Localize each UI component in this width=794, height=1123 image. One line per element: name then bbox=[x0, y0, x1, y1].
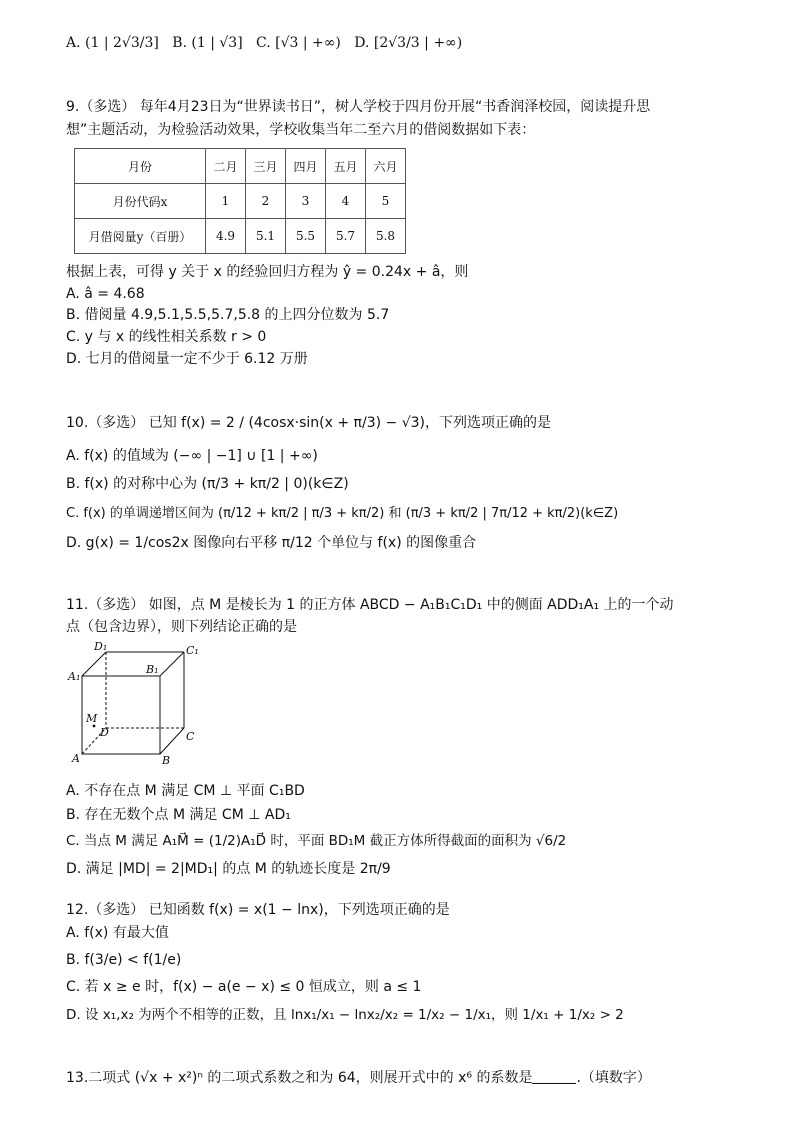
q9-option-d: D. 七月的借阅量一定不少于 6.12 万册 bbox=[66, 351, 308, 367]
q11-stem-line1: 11.（多选） 如图，点 M 是棱长为 1 的正方体 ABCD − A₁B₁C₁D₁ 中的侧面 ADD₁A₁ 上的一个动 bbox=[66, 597, 674, 613]
q8-option-a: A. (1 | 2√3/3] bbox=[66, 35, 159, 51]
label-d: D bbox=[100, 726, 109, 739]
q10-option-a: A. f(x) 的值域为 (−∞ | −1] ∪ [1 | +∞) bbox=[66, 448, 318, 464]
label-m: M bbox=[86, 712, 98, 725]
q12-option-a: A. f(x) 有最大值 bbox=[66, 925, 169, 941]
q9-data-table bbox=[74, 148, 406, 254]
label-d1: D₁ bbox=[94, 640, 108, 653]
q11-option-a: A. 不存在点 M 满足 CM ⊥ 平面 C₁BD bbox=[66, 783, 305, 799]
q9-option-c: C. y 与 x 的线性相关系数 r > 0 bbox=[66, 329, 267, 345]
q8-options bbox=[66, 33, 754, 54]
label-b: B bbox=[162, 754, 171, 767]
table-cell: 4 bbox=[326, 184, 366, 219]
table-cell: 月份代码x bbox=[75, 184, 206, 219]
table-cell: 三月 bbox=[246, 149, 286, 184]
cube-figure bbox=[66, 640, 206, 770]
q9-stem-line2: 想”主题活动，为检验活动效果，学校收集当年二至六月的借阅数据如下表： bbox=[66, 122, 536, 138]
q13-question bbox=[66, 1068, 754, 1089]
table-cell: 六月 bbox=[366, 149, 406, 184]
q9-after-text: 根据上表，可得 y 关于 x 的经验回归方程为 ŷ = 0.24x + â，则 bbox=[66, 264, 469, 280]
table-cell: 1 bbox=[206, 184, 246, 219]
table-cell: 5.7 bbox=[326, 219, 366, 254]
q13-stem-end: .（填数字） bbox=[576, 1070, 651, 1086]
table-cell: 二月 bbox=[206, 149, 246, 184]
table-cell: 3 bbox=[286, 184, 326, 219]
table-row bbox=[75, 149, 406, 184]
answer-blank[interactable] bbox=[532, 1069, 576, 1084]
q12-option-c: C. 若 x ≥ e 时，f(x) − a(e − x) ≤ 0 恒成立，则 a ≤ 1 bbox=[66, 979, 422, 995]
table-cell: 5.5 bbox=[286, 219, 326, 254]
q11-option-c: C. 当点 M 满足 A₁M⃗ = (1/2)A₁D⃗ 时，平面 BD₁M 截正方体所得截面的面积为 √6/2 bbox=[66, 833, 567, 849]
q12-option-b: B. f(3/e) < f(1/e) bbox=[66, 952, 182, 968]
q10-option-d: D. g(x) = 1/cos2x 图像向右平移 π/12 个单位与 f(x) 的图像重合 bbox=[66, 535, 477, 551]
table-cell: 2 bbox=[246, 184, 286, 219]
q9-option-b: B. 借阅量 4.9,5.1,5.5,5.7,5.8 的上四分位数为 5.7 bbox=[66, 307, 390, 323]
table-cell: 四月 bbox=[286, 149, 326, 184]
label-a1: A₁ bbox=[68, 670, 81, 683]
q8-option-b: B. (1 | √3] bbox=[172, 35, 243, 51]
label-c: C bbox=[186, 730, 195, 743]
q11-stem-line2: 点（包含边界），则下列结论正确的是 bbox=[66, 619, 297, 635]
q11-option-d: D. 满足 |MD| = 2|MD₁| 的点 M 的轨迹长度是 2π/9 bbox=[66, 861, 391, 877]
q13-stem: 13.二项式 (√x + x²)ⁿ 的二项式系数之和为 64，则展开式中的 x⁶ 的系数是 bbox=[66, 1070, 533, 1086]
q10-stem: 10.（多选） 已知 f(x) = 2 / (4cosx·sin(x + π/3) − √3)，下列选项正确的是 bbox=[66, 415, 551, 431]
table-cell: 5.8 bbox=[366, 219, 406, 254]
q12-stem: 12.（多选） 已知函数 f(x) = x(1 − lnx)，下列选项正确的是 bbox=[66, 902, 450, 918]
q8-option-c: C. [√3 | +∞) bbox=[256, 35, 341, 51]
q9-stem-line1: 9.（多选） 每年4月23日为“世界读书日”，树人学校于四月份开展“书香润泽校园，阅读提升思 bbox=[66, 99, 651, 115]
label-b1: B₁ bbox=[146, 663, 159, 676]
cube-edge bbox=[160, 652, 184, 676]
label-a: A bbox=[72, 752, 80, 765]
label-c1: C₁ bbox=[186, 644, 199, 657]
table-row bbox=[75, 219, 406, 254]
table-cell: 5 bbox=[366, 184, 406, 219]
q9-option-a: A. â = 4.68 bbox=[66, 286, 145, 302]
table-cell: 月借阅量y（百册） bbox=[75, 219, 206, 254]
point-m bbox=[93, 725, 96, 728]
q8-option-d: D. [2√3/3 | +∞) bbox=[354, 35, 463, 51]
table-cell: 4.9 bbox=[206, 219, 246, 254]
cube-edge bbox=[160, 728, 184, 754]
table-cell: 五月 bbox=[326, 149, 366, 184]
table-row bbox=[75, 184, 406, 219]
table-cell: 5.1 bbox=[246, 219, 286, 254]
q12-option-d: D. 设 x₁,x₂ 为两个不相等的正数，且 lnx₁/x₁ − lnx₂/x₂ = 1/x₂ − 1/x₁，则 1/x₁ + 1/x₂ > 2 bbox=[66, 1007, 624, 1023]
cube-edge bbox=[82, 652, 106, 676]
table-cell: 月份 bbox=[75, 149, 206, 184]
q10-option-c: C. f(x) 的单调递增区间为 (π/12 + kπ/2 | π/3 + kπ/2) 和 (π/3 + kπ/2 | 7π/12 + kπ/2)(k∈Z) bbox=[66, 506, 619, 521]
q10-option-b: B. f(x) 的对称中心为 (π/3 + kπ/2 | 0)(k∈Z) bbox=[66, 476, 349, 492]
q11-option-b: B. 存在无数个点 M 满足 CM ⊥ AD₁ bbox=[66, 807, 291, 823]
